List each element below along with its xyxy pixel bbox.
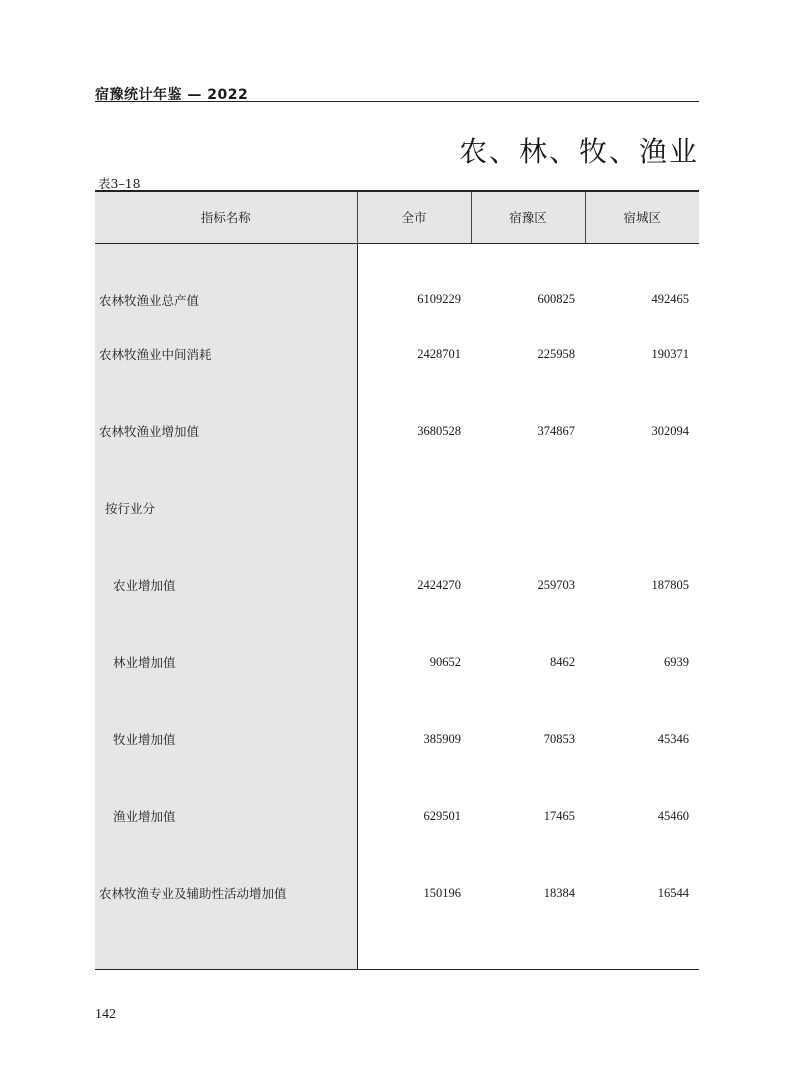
name-cell-spacer (95, 243, 357, 284)
value-whole-city (357, 470, 471, 547)
value-whole-city: 2424270 (417, 577, 461, 592)
running-header: 宿豫统计年鉴 — 2022 (95, 87, 249, 103)
row-label: 牧业增加值 (95, 701, 357, 778)
value-suyu: 18384 (543, 885, 575, 900)
table-row (95, 547, 699, 624)
statistics-table (95, 190, 699, 970)
row-label: 农林牧渔业中间消耗 (95, 316, 357, 393)
row-label: 农业增加值 (95, 547, 357, 624)
value-suyu (471, 470, 585, 547)
data-table-container (95, 190, 699, 970)
header-whole-city: 全市 (357, 191, 471, 243)
value-whole-city: 385909 (423, 731, 461, 746)
value-suyu: 17465 (543, 808, 575, 823)
value-sucheng: 187805 (651, 577, 689, 592)
row-label: 农林牧渔业增加值 (95, 393, 357, 470)
value-suyu: 600825 (537, 292, 575, 306)
row-label: 按行业分 (95, 470, 357, 547)
value-whole-city: 6109229 (417, 292, 461, 306)
value-suyu: 259703 (537, 577, 575, 592)
table-row (95, 470, 699, 547)
value-suyu: 8462 (550, 654, 575, 669)
value-sucheng: 302094 (651, 423, 689, 438)
value-whole-city: 2428701 (417, 346, 461, 361)
row-label: 农林牧渔专业及辅助性活动增加值 (95, 855, 357, 932)
value-suyu: 374867 (537, 423, 575, 438)
value-suyu: 70853 (543, 731, 575, 746)
name-cell-spacer (95, 932, 357, 970)
value-sucheng (585, 470, 699, 547)
value-whole-city: 629501 (423, 808, 461, 823)
table-row (95, 624, 699, 701)
table-row (95, 701, 699, 778)
value-sucheng: 45346 (657, 731, 689, 746)
table-row (95, 855, 699, 932)
table-row (95, 316, 699, 393)
table-number: 表3–18 (98, 176, 141, 191)
table-row (95, 393, 699, 470)
header-rule (95, 101, 699, 102)
value-suyu: 225958 (537, 346, 575, 361)
value-whole-city: 90652 (429, 654, 461, 669)
value-whole-city: 3680528 (417, 423, 461, 438)
header-suyu-district: 宿豫区 (471, 191, 585, 243)
value-sucheng: 45460 (657, 808, 689, 823)
table-header-row (95, 191, 699, 243)
value-whole-city: 150196 (423, 885, 461, 900)
chapter-title: 农、林、牧、渔业 (458, 135, 699, 168)
row-label: 农林牧渔业总产值 (95, 284, 357, 316)
value-sucheng: 190371 (651, 346, 689, 361)
row-label: 渔业增加值 (95, 778, 357, 855)
value-sucheng: 6939 (664, 654, 689, 669)
table-row (95, 778, 699, 855)
row-label: 林业增加值 (95, 624, 357, 701)
header-sucheng-district: 宿城区 (585, 191, 699, 243)
table-row (95, 284, 699, 316)
page-number: 142 (95, 1007, 116, 1022)
header-indicator-name: 指标名称 (95, 191, 357, 243)
value-sucheng: 492465 (651, 292, 689, 306)
value-sucheng: 16544 (657, 885, 689, 900)
